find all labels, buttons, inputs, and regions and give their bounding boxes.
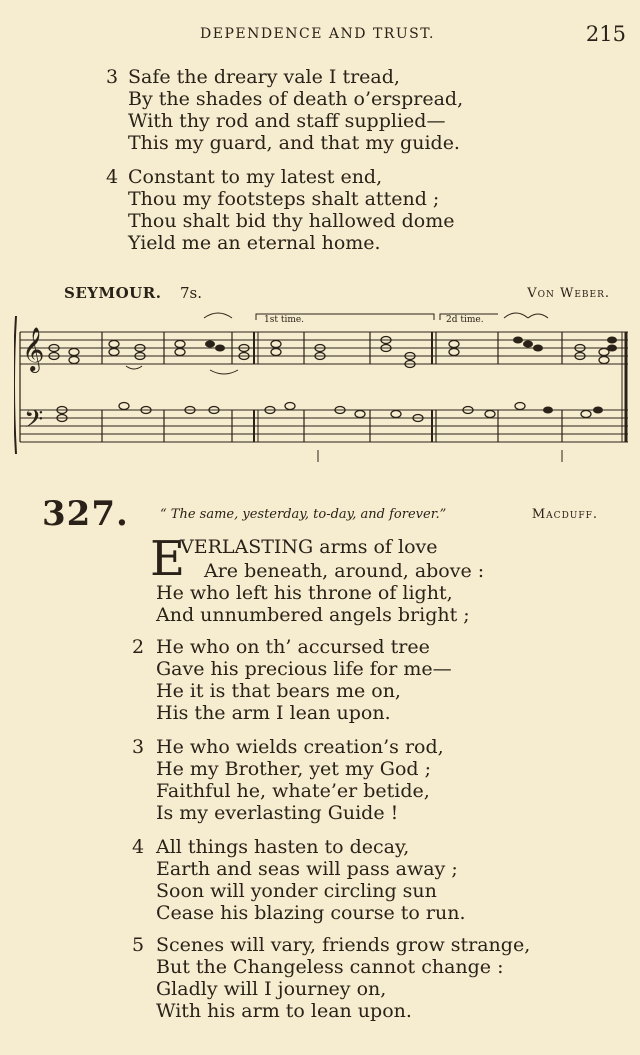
verse-line: With his arm to lean upon. xyxy=(156,1000,412,1022)
stanza-number: 2 xyxy=(132,636,145,658)
verse-line: He it is that bears me on, xyxy=(156,680,401,702)
verse-line: Cease his blazing course to run. xyxy=(156,902,466,924)
stanza-number: 4 xyxy=(106,166,119,188)
verse-line: Faithful he, whate’er betide, xyxy=(156,780,430,802)
tune-name: SEYMOUR. xyxy=(64,284,162,302)
verse-line: Soon will yonder circling sun xyxy=(156,880,437,902)
running-title: DEPENDENCE AND TRUST. xyxy=(200,26,435,42)
verse-line: Earth and seas will pass away ; xyxy=(156,858,458,880)
verse-line: Is my everlasting Guide ! xyxy=(156,802,399,824)
volta-second-label: 2d time. xyxy=(446,315,484,325)
verse-line: Scenes will vary, friends grow strange, xyxy=(156,934,531,956)
verse-line: He my Brother, yet my God ; xyxy=(156,758,431,780)
hymn-epigraph: “ The same, yesterday, to-day, and forever.” xyxy=(160,507,447,522)
verse-line: Thou shalt bid thy hallowed dome xyxy=(128,210,455,232)
hymn-author: Macduff. xyxy=(531,507,598,522)
verse-line: But the Changeless cannot change : xyxy=(156,956,504,978)
stanza-number: 3 xyxy=(106,66,119,88)
stanza-number: 3 xyxy=(132,736,145,758)
verse-line: Gladly will I journey on, xyxy=(156,978,387,1000)
verse-line: He who on th’ accursed tree xyxy=(156,636,430,658)
tune-meter: 7s. xyxy=(180,284,203,302)
verse-line: His the arm I lean upon. xyxy=(156,702,391,724)
stanza-number: 5 xyxy=(132,934,145,956)
stanza-number: 4 xyxy=(132,836,145,858)
verse-line: Yield me an eternal home. xyxy=(128,232,381,254)
page-header xyxy=(0,22,640,50)
svg-text:𝄞: 𝄞 xyxy=(22,327,45,371)
verse-line: He who left his throne of light, xyxy=(156,582,453,604)
drop-cap: E xyxy=(150,531,186,587)
verse-line: By the shades of death o’erspread, xyxy=(128,88,464,110)
tune-composer: Von Weber. xyxy=(527,286,610,301)
verse-line: This my guard, and that my guide. xyxy=(128,132,460,154)
verse-line: And unnumbered angels bright ; xyxy=(156,604,470,626)
verse-line: With thy rod and staff supplied— xyxy=(128,110,446,132)
verse-line: Gave his precious life for me— xyxy=(156,658,452,680)
verse-line: VERLASTING arms of love xyxy=(180,536,438,558)
hymn-heading xyxy=(0,494,640,534)
verse-line: All things hasten to decay, xyxy=(156,836,410,858)
verse-line: Constant to my latest end, xyxy=(128,166,383,188)
hymn-number: 327. xyxy=(42,494,129,534)
svg-text:𝄢: 𝄢 xyxy=(24,405,44,440)
page-number: 215 xyxy=(585,22,626,46)
verse-line: Safe the dreary vale I tread, xyxy=(128,66,400,88)
volta-first-label: 1st time. xyxy=(264,315,305,325)
music-score xyxy=(14,304,632,468)
verse-line: Thou my footsteps shalt attend ; xyxy=(128,188,440,210)
verse-line: Are beneath, around, above : xyxy=(204,560,485,582)
tune-heading xyxy=(0,284,640,306)
verse-line: He who wields creation’s rod, xyxy=(156,736,444,758)
